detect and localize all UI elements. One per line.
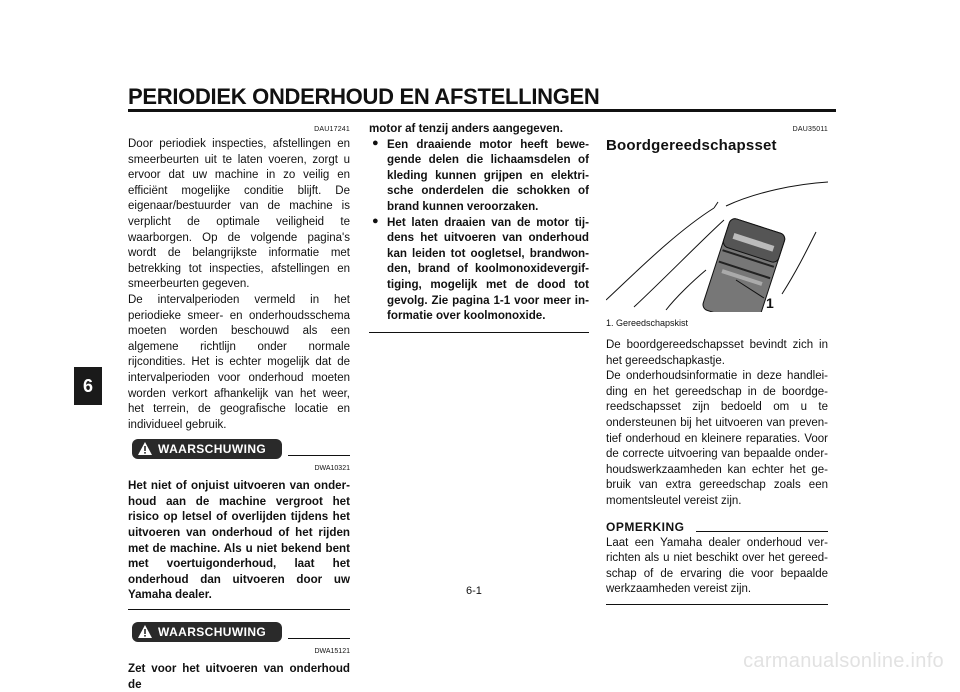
note-header: [606, 518, 828, 536]
note-text: Laat een Yamaha dealer onderhoud verrichten als u niet beschikt over het gereedschap of de ervaring die voor bepaalde werkzaamheden vereist zijn.: [606, 536, 828, 596]
warning-label: WAARSCHUWING: [158, 625, 267, 640]
figure-caption: 1. Gereedschapskist: [606, 318, 689, 328]
bullet-icon: ●: [372, 214, 379, 227]
list-item: [369, 137, 589, 215]
bullet-icon: ●: [372, 136, 379, 149]
figure-callout: 1: [766, 295, 774, 311]
bullet-text: Het laten draaien van de motor tijdens het uitvoeren van onderhoud kan leiden tot oogletsel, brandwonden, brand of koolmonoxidevergiftiging, mogelijk met de dood tot gevolg. Zie pagina 1-1 voor meer informatie over koolmonoxide.: [387, 215, 589, 323]
warning-text: Zet voor het uitvoeren van onderhoud de: [128, 662, 350, 691]
toolkit-illustration: [606, 162, 828, 312]
warning-continuation: motor af tenzij anders aangegeven.: [369, 122, 563, 135]
column-1: [128, 118, 350, 692]
page-title: PERIODIEK ONDERHOUD EN AFSTELLINGEN: [128, 84, 600, 109]
warning-end-rule: [128, 609, 350, 610]
warning-text: Het niet of onjuist uitvoeren van onderhoud aan de machine vergroot het risico op letsel of overlijden tijdens het uitvoeren van onderhoud of het rijden met de machine. Als u niet bekend bent met voertuigonderhoud, laat het onderhoud dan uitvoeren door uw Yamaha dealer.: [128, 479, 350, 602]
interval-paragraph: De intervalperioden vermeld in het periodieke smeer- en onderhoudsschema moeten worden beschouwd als een algemene richtlijn onder normale rijcondities. Het is echter mogelijk dat de intervalperioden voor onderhoud moeten worden verkort afhankelijk van het weer, het terrein, de geografische locatie en individueel gebruik.: [128, 293, 350, 431]
intro-paragraph: Door periodiek inspecties, afstellingen en smeerbeurten uit te laten voeren, zorgt u ervoor dat uw machine in zo veilig en efficiënt mogelijke conditie blijft. De eigenaar/bestuurder van de machine is verplicht de optimale veiligheid te waarborgen. Op de volgende pagina's wordt de belangrijkste informatie met betrekking tot inspecties, afstellingen en smeerbeurten gegeven.: [128, 138, 350, 291]
column-3: [606, 118, 828, 605]
reference-code: DAU35011: [792, 126, 828, 133]
warning-label: WAARSCHUWING: [158, 442, 267, 457]
note-end-rule: [606, 604, 828, 605]
usage-paragraph: De onderhoudsinformatie in deze handleiding en het gereedschap in de boordgereedschapsset zijn bedoeld om u te ondersteunen bij het uitvoeren van preventief onderhoud en kleinere reparaties. Voor de correcte uitvoering van bepaalde onderhoudswerkzaamheden kan echter het gebruik van extra gereedschap zoals een momentsleutel vereist zijn.: [606, 370, 828, 507]
warning-header: [128, 622, 350, 646]
list-item: [369, 215, 589, 324]
reference-code: DAU17241: [314, 126, 350, 133]
section-title: Boordgereedschapsset: [606, 137, 777, 154]
location-paragraph: De boordgereedschapsset bevindt zich in het gereedschapkastje.: [606, 339, 828, 367]
warning-reference: DWA15121: [314, 648, 350, 656]
warning-header: [128, 439, 350, 463]
warning-rule: [288, 455, 350, 456]
warning-reference: DWA10321: [314, 465, 350, 473]
note-rule: [696, 531, 828, 532]
header-rule: [128, 109, 836, 112]
page-number: 6-1: [466, 585, 482, 597]
toolkit-figure: [606, 162, 828, 312]
watermark: carmanualsonline.info: [743, 650, 944, 672]
warning-badge: [132, 622, 282, 642]
note-label: OPMERKING: [606, 519, 685, 534]
warning-end-rule: [369, 332, 589, 333]
chapter-tab: 6: [74, 367, 102, 405]
warning-badge: [132, 439, 282, 459]
column-2: [369, 121, 589, 333]
warning-triangle-icon: [137, 441, 153, 456]
bullet-text: Een draaiende motor heeft bewegende delen die lichaamsdelen of kleding kunnen grijpen en elektrische onderdelen die schokken of brand kunnen veroorzaken.: [387, 137, 589, 213]
warning-rule: [288, 638, 350, 639]
warning-triangle-icon: [137, 624, 153, 639]
